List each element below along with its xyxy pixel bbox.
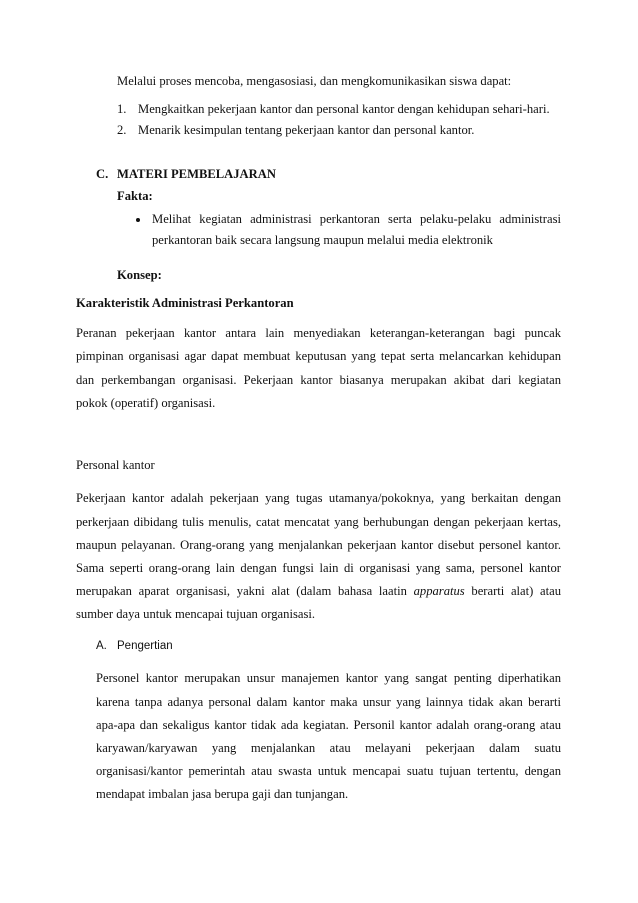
paragraph-line: sumber daya untuk mencapai tujuan organisasi. [76,607,315,621]
bullet-icon [136,218,140,222]
italic-term: apparatus [413,584,465,598]
paragraph-line: pokok (operatif) organisasi. [76,396,216,410]
list-item-text: Menarik kesimpulan tentang pekerjaan kantor dan personal kantor. [138,123,475,137]
paragraph-line: Personel kantor merupakan unsur manajemen kantor yang sangat penting diperhatikan [96,671,561,685]
list-item-number: 1. [117,102,127,116]
line-segment: merupakan aparat organisasi, yakni alat (dalam bahasa laatin [76,584,407,598]
paragraph-line [76,583,561,601]
fakta-line: perkantoran baik secara langsung maupun melalui media elektronik [152,233,493,247]
section-heading: MATERI PEMBELAJARAN [117,167,276,181]
paragraph-line: pimpinan organisasi agar dapat membuat keputusan yang tepat serta melancarkan kehidupan [76,349,561,363]
personal-heading: Personal kantor [76,458,155,472]
intro-text: Melalui proses mencoba, mengasosiasi, dan mengkomunikasikan siswa dapat: [117,74,512,88]
paragraph-line: Peranan pekerjaan kantor antara lain menyediakan keterangan-keterangan bagi puncak [76,326,561,340]
karakteristik-heading: Karakteristik Administrasi Perkantoran [76,296,294,310]
paragraph-line: karena tanpa adanya personal dalam kantor maka unsur yang lainnya tidak akan berarti [96,695,561,709]
paragraph-line: organisasi/kantor pemerintah atau swasta untuk mencapai suatu tujuan tertentu, dengan [96,764,561,778]
paragraph-line: Pekerjaan kantor adalah pekerjaan yang tugas utamanya/pokoknya, yang berkaitan dengan [76,491,561,505]
fakta-line: Melihat kegiatan administrasi perkantoran serta pelaku-pelaku administrasi [152,212,561,226]
subsection-letter: A. [96,640,107,652]
line-segment: berarti alat) atau [471,584,561,598]
subsection-heading: Pengertian [117,640,173,652]
paragraph-line: Sama seperti orang-orang lain dengan fungsi lain di organisasi yang sama, personel kantor [76,561,561,575]
section-letter: C. [96,167,109,181]
paragraph-line: mendapat imbalan jasa berupa gaji dan tunjangan. [96,787,349,801]
paragraph-line: apa-apa dan sekaligus kantor tidak ada kegiatan. Personil kantor adalah orang-orang atau [96,718,561,732]
paragraph-line: perkerjaan dibidang tulis menulis, catat mencatat yang berhubungan dengan pekerjaan kertas, [76,515,561,529]
list-item-text: Mengkaitkan pekerjaan kantor dan personal kantor dengan kehidupan sehari-hari. [138,102,550,116]
paragraph-line: karyawan/karyawan yang menjalankan atau melayani pekerjaan dalam suatu [96,741,561,755]
paragraph-line: dan perkembangan organisasi. Pekerjaan kantor biasanya merupakan akibat dari kegiatan [76,373,561,387]
konsep-label: Konsep: [117,268,162,282]
list-item-number: 2. [117,123,127,137]
paragraph-line: maupun pelayanan. Orang-orang yang menjalankan pekerjaan kantor disebut personel kantor. [76,538,561,552]
fakta-label: Fakta: [117,189,153,203]
